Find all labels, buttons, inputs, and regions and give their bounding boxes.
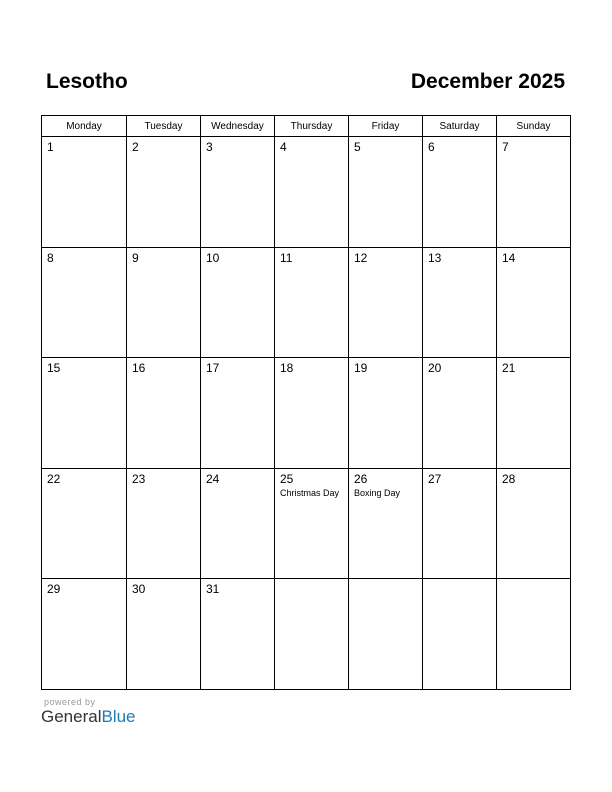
day-number: 29 xyxy=(47,582,61,596)
day-cell xyxy=(127,468,201,579)
day-number: 6 xyxy=(428,140,435,154)
day-number: 8 xyxy=(47,250,54,265)
day-number: 20 xyxy=(428,361,442,375)
day-cell xyxy=(127,137,201,248)
day-cell xyxy=(42,137,127,248)
country-title: Lesotho xyxy=(46,70,128,93)
holiday-label: Boxing Day xyxy=(354,487,401,498)
day-number: 7 xyxy=(502,140,509,154)
day-number: 11 xyxy=(280,250,293,265)
week-row xyxy=(42,468,571,579)
day-cell xyxy=(423,358,497,469)
day-cell xyxy=(42,579,127,690)
week-row xyxy=(42,247,571,358)
day-cell xyxy=(42,247,127,358)
day-cell xyxy=(423,468,497,579)
day-cell xyxy=(127,247,201,358)
day-number: 10 xyxy=(206,250,220,265)
week-row xyxy=(42,358,571,469)
day-number: 30 xyxy=(132,582,146,596)
weekday-header: Monday xyxy=(42,116,127,137)
day-number: 19 xyxy=(354,361,368,375)
brand-general-text: General xyxy=(41,707,102,726)
day-cell xyxy=(42,468,127,579)
day-number: 24 xyxy=(206,471,220,486)
week-row xyxy=(42,579,571,690)
weekday-header-row xyxy=(42,116,571,137)
day-number: 31 xyxy=(206,582,220,596)
day-number: 16 xyxy=(132,361,146,375)
calendar-grid xyxy=(41,115,571,690)
day-cell xyxy=(349,358,423,469)
day-cell xyxy=(127,579,201,690)
day-cell xyxy=(275,247,349,358)
day-number: 17 xyxy=(206,361,220,375)
day-cell xyxy=(423,579,497,690)
month-year-title: December 2025 xyxy=(410,70,565,93)
day-cell xyxy=(201,358,275,469)
weekday-header: Wednesday xyxy=(201,116,275,137)
day-cell xyxy=(275,358,349,469)
day-cell xyxy=(497,358,571,469)
weekday-header: Friday xyxy=(349,116,423,137)
holiday-label: Christmas Day xyxy=(280,487,340,498)
weekday-header: Tuesday xyxy=(127,116,201,137)
day-cell xyxy=(497,468,571,579)
day-number: 28 xyxy=(502,471,516,486)
day-cell xyxy=(497,137,571,248)
day-cell xyxy=(201,137,275,248)
day-cell xyxy=(423,247,497,358)
day-cell xyxy=(497,579,571,690)
weekday-header: Saturday xyxy=(423,116,497,137)
day-number: 3 xyxy=(206,140,213,154)
generalblue-logo xyxy=(41,707,136,727)
day-cell xyxy=(349,468,423,579)
day-number: 12 xyxy=(354,250,368,265)
day-number: 15 xyxy=(47,361,61,375)
week-row xyxy=(42,137,571,248)
day-number: 2 xyxy=(132,140,139,154)
day-number: 5 xyxy=(354,140,361,154)
day-cell xyxy=(201,247,275,358)
day-cell xyxy=(349,137,423,248)
day-cell xyxy=(349,247,423,358)
day-cell xyxy=(275,137,349,248)
day-number: 23 xyxy=(132,471,146,486)
day-cell xyxy=(201,468,275,579)
day-cell xyxy=(275,579,349,690)
day-cell xyxy=(497,247,571,358)
day-number: 9 xyxy=(132,250,139,265)
day-number: 26 xyxy=(354,471,368,486)
day-number: 4 xyxy=(280,140,287,154)
powered-by-label: powered by xyxy=(44,697,96,707)
day-number: 13 xyxy=(428,250,442,265)
day-cell xyxy=(42,358,127,469)
weekday-header: Sunday xyxy=(497,116,571,137)
day-cell xyxy=(127,358,201,469)
day-cell xyxy=(201,579,275,690)
day-cell xyxy=(423,137,497,248)
day-number: 21 xyxy=(502,361,516,375)
day-number: 25 xyxy=(280,471,294,486)
day-cell xyxy=(349,579,423,690)
day-number: 1 xyxy=(47,140,54,154)
day-number: 22 xyxy=(47,471,61,486)
weekday-header: Thursday xyxy=(275,116,349,137)
day-cell xyxy=(275,468,349,579)
day-number: 18 xyxy=(280,361,294,375)
day-number: 27 xyxy=(428,471,442,486)
brand-blue-text: Blue xyxy=(101,707,136,726)
day-number: 14 xyxy=(502,250,516,265)
